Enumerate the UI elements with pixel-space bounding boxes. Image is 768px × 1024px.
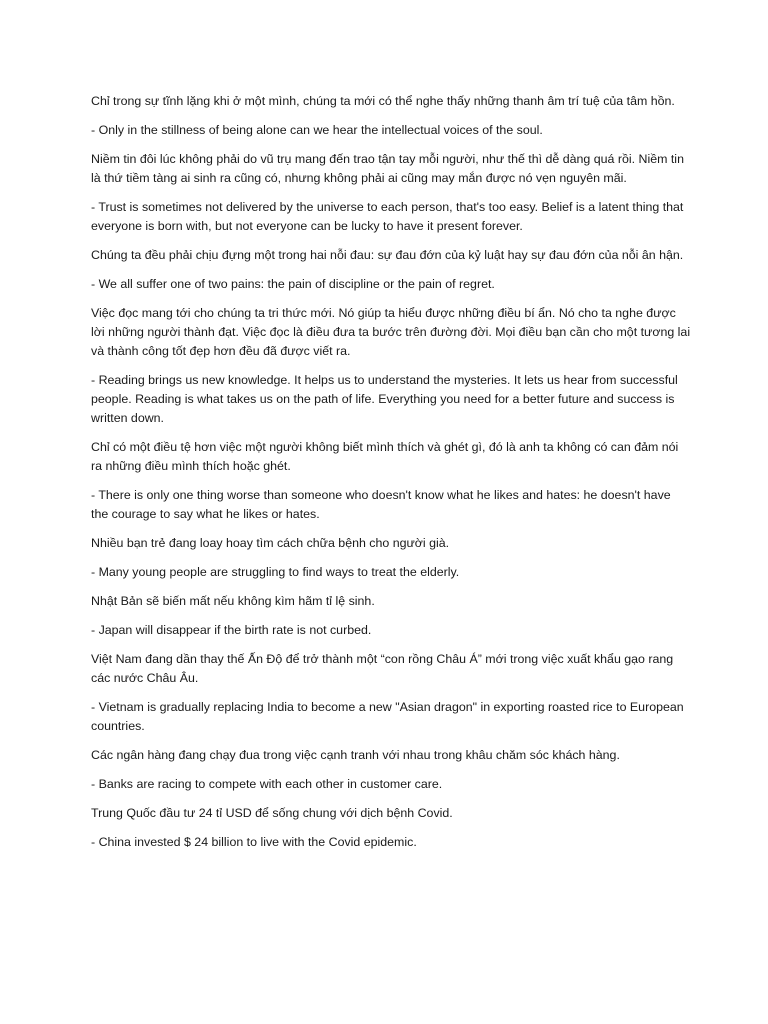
- paragraph-vietnamese: Niềm tin đôi lúc không phải do vũ trụ mang đến trao tận tay mỗi người, như thế thì dễ dàng quá rồi. Niềm tin là thứ tiềm tàng ai sinh ra cũng có, nhưng không phải ai cũng may mắn được nó vẹn nguyên mãi.: [91, 152, 684, 185]
- paragraph-vietnamese: Trung Quốc đầu tư 24 tỉ USD để sống chung với dịch bệnh Covid.: [91, 806, 453, 820]
- paragraph-english: - Trust is sometimes not delivered by the universe to each person, that's too easy. Belief is a latent thing that everyone is born with, but not everyone can be lucky to have it present forever.: [91, 200, 684, 233]
- paragraph-vietnamese: Nhiều bạn trẻ đang loay hoay tìm cách chữa bệnh cho người già.: [91, 536, 450, 550]
- paragraph-vietnamese: Việc đọc mang tới cho chúng ta tri thức mới. Nó giúp ta hiểu được những điều bí ẩn. Nó cho ta nghe được lời những người thành đạt. Việc đọc là điều đưa ta bước trên đường đời. Mọi điều bạn cần cho một tương lai và thành công tốt đẹp hơn đều đã được viết ra.: [91, 306, 691, 358]
- paragraph-english: - China invested $ 24 billion to live with the Covid epidemic.: [91, 835, 417, 849]
- paragraph-vietnamese: Việt Nam đang dần thay thế Ấn Độ để trở thành một “con rồng Châu Á” mới trong việc xuất khẩu gạo rang các nước Châu Âu.: [91, 652, 674, 685]
- paragraph-vietnamese: Chỉ có một điều tệ hơn việc một người không biết mình thích và ghét gì, đó là anh ta không có can đảm nói ra những điều mình thích hoặc ghét.: [91, 440, 679, 473]
- paragraph-english: - Many young people are struggling to find ways to treat the elderly.: [91, 565, 460, 579]
- paragraph-vietnamese: Các ngân hàng đang chạy đua trong việc cạnh tranh với nhau trong khâu chăm sóc khách hàng.: [91, 748, 620, 762]
- paragraph-english: - There is only one thing worse than someone who doesn't know what he likes and hates: he doesn't have the courage to say what he likes or hates.: [91, 488, 671, 521]
- paragraph-english: - Japan will disappear if the birth rate is not curbed.: [91, 623, 372, 637]
- paragraph-english: - Vietnam is gradually replacing India to become a new "Asian dragon" in exporting roasted rice to European countries.: [91, 700, 684, 733]
- paragraph-vietnamese: Chỉ trong sự tĩnh lặng khi ở một mình, chúng ta mới có thể nghe thấy những thanh âm trí tuệ của tâm hồn.: [91, 94, 675, 108]
- paragraph-english: - Reading brings us new knowledge. It helps us to understand the mysteries. It lets us hear from successful people. Reading is what takes us on the path of life. Everything you need for a better future and success is written down.: [91, 373, 678, 425]
- document-page: [91, 92, 691, 862]
- paragraph-english: - Banks are racing to compete with each other in customer care.: [91, 777, 443, 791]
- paragraph-vietnamese: Nhật Bản sẽ biến mất nếu không kìm hãm tỉ lệ sinh.: [91, 594, 375, 608]
- paragraph-english: - We all suffer one of two pains: the pain of discipline or the pain of regret.: [91, 277, 495, 291]
- paragraph-vietnamese: Chúng ta đều phải chịu đựng một trong hai nỗi đau: sự đau đớn của kỷ luật hay sự đau đớn của nỗi ân hận.: [91, 248, 684, 262]
- paragraph-english: - Only in the stillness of being alone can we hear the intellectual voices of the soul.: [91, 123, 543, 137]
